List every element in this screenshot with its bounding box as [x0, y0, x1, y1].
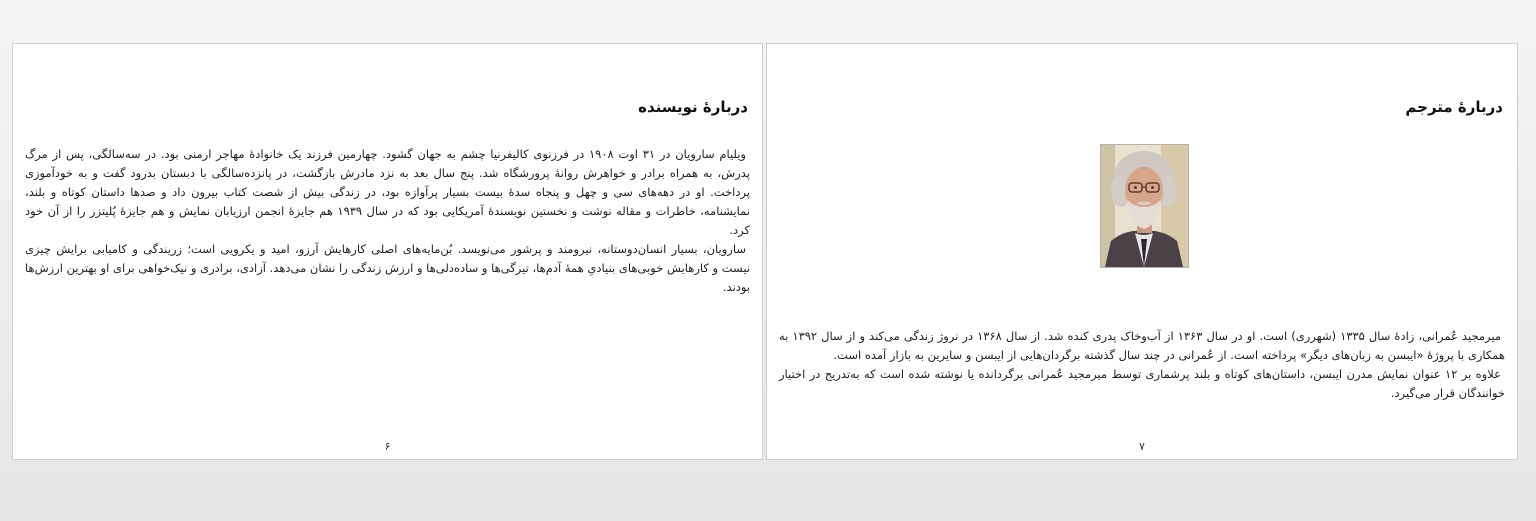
translator-bio [779, 327, 1505, 403]
page-number: ۶ [384, 440, 391, 453]
page-number: ۷ [1139, 440, 1145, 453]
author-bio-paragraph-2: سارویان، بسیار انسان‌دوستانه، نیرومند و پرشور می‌نویسد. بُن‌مایه‌های اصلی کارهایش آرزو، امید و یکرویی است؛ زریندگی و کامیابی برایش چیزی نیست و کارهایش خوبی‌های بنیادیِ همهٔ آدم‌ها، تیرگی‌ها و ساده‌دلی‌ها و ارزش زندگی را نشان می‌دهد. آزادی، برادری و نیک‌خواهی برای او بهترین ارزش‌ها بودند. [25, 242, 750, 294]
translator-bio-paragraph-1: میرمجید عُمرانی، زادهٔ سال ۱۳۳۵ (شهرری) است. او در سال ۱۳۶۳ از آب‌وخاک پدری کنده شد. از سال ۱۳۶۸ در نروژ زندگی می‌کند و از سال ۱۳۹۲ به همکاری با پروژهٔ «ایبسن به زبان‌های دیگر» پرداخته است. از عُمرانی در چند سال گذشته برگردان‌هایی از ایبسن و سایرین به بازار آمده است. [779, 329, 1505, 362]
page-6 [12, 43, 763, 460]
page-7 [766, 43, 1518, 460]
author-bio [25, 145, 750, 297]
translator-photo [1100, 144, 1189, 268]
page-title-about-author: دربارهٔ نویسنده [638, 98, 748, 116]
translator-bio-paragraph-2: علاوه بر ۱۲ عنوان نمایش مدرن ایبسن، داستان‌های کوتاه و بلند پرشماری توسط میرمجید عُمرانی برگردانده یا نوشته شده است که به‌تدریج در اختیار خوانندگان قرار می‌گیرد. [779, 367, 1505, 400]
author-bio-paragraph-1: ویلیام سارویان در ۳۱ اوت ۱۹۰۸ در فرزنوی کالیفرنیا چشم به جهان گشود. چهارمین فرزند یک خانوادهٔ مهاجر ارمنی بود. در سه‌سالگی، پس از مرگ پدرش، به همراه برادر و خواهرش روانهٔ پرورشگاه شد. پنج سال بعد به نزد مادرش بازگشت، در پانزده‌سالگی با دبستان بدرود گفت و به خودآموزی پرداخت. او در دهه‌های سی و چهل و پنجاه سدهٔ بیست بسیار پرآوازه بود، در زندگی بیش از شصت کتاب بیرون داد و صدها داستان کوتاه و بلند، نمایشنامه، خاطرات و مقاله نوشت و نخستین نویسندهٔ آمریکایی بود که در سال ۱۹۳۹ هم جایزهٔ انجمن ارزیابان نمایش و هم جایزهٔ پُلیتزر را از آن خود کرد. [25, 147, 750, 237]
page-title-about-translator: دربارهٔ مترجم [1405, 98, 1503, 116]
portrait-image [1101, 145, 1188, 267]
